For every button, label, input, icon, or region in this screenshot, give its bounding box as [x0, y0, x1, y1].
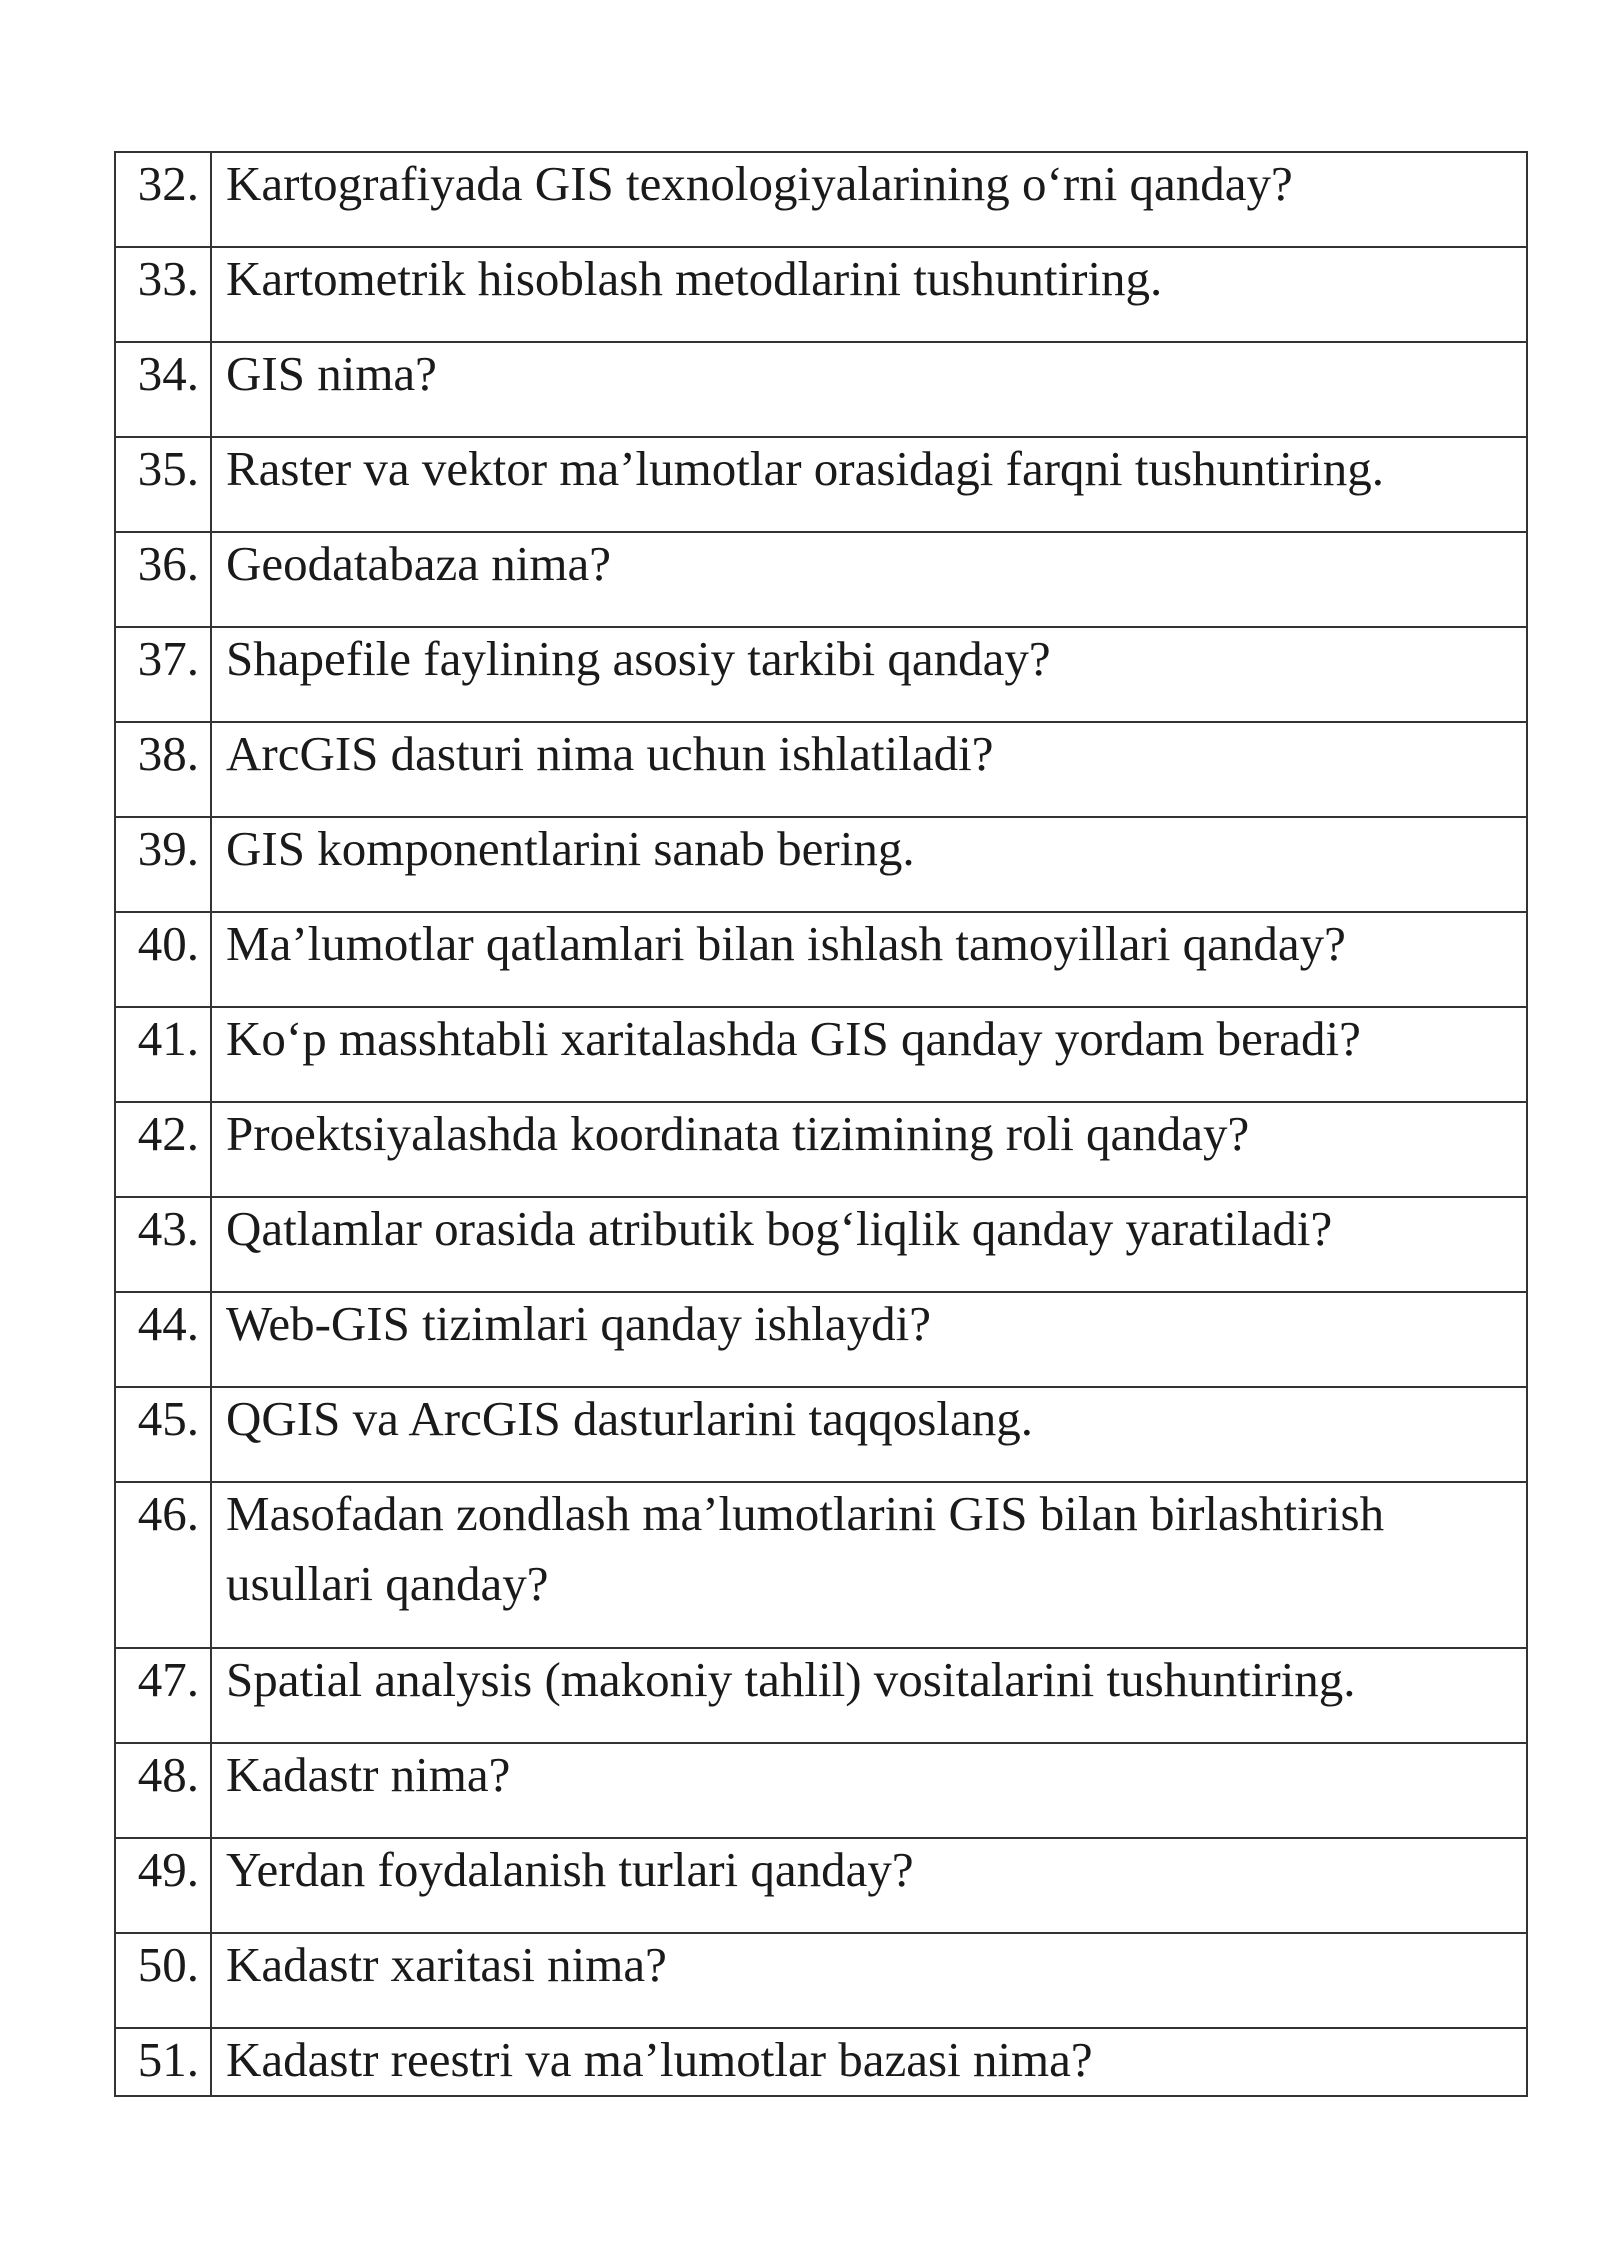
question-number: 51.: [115, 2028, 211, 2096]
question-number: 46.: [115, 1482, 211, 1648]
table-row: [115, 627, 1527, 722]
question-text: Kartometrik hisoblash metodlarini tushuntiring.: [211, 247, 1527, 342]
table-row: [115, 722, 1527, 817]
question-number: 33.: [115, 247, 211, 342]
table-row: [115, 1933, 1527, 2028]
question-number: 44.: [115, 1292, 211, 1387]
question-number: 35.: [115, 437, 211, 532]
question-text: Kadastr reestri va ma’lumotlar bazasi nima?: [211, 2028, 1527, 2096]
question-number: 36.: [115, 532, 211, 627]
table-row: [115, 532, 1527, 627]
question-text: Ma’lumotlar qatlamlari bilan ishlash tamoyillari qanday?: [211, 912, 1527, 1007]
question-number: 34.: [115, 342, 211, 437]
question-text: Spatial analysis (makoniy tahlil) vositalarini tushuntiring.: [211, 1648, 1527, 1743]
question-number: 45.: [115, 1387, 211, 1482]
table-row: [115, 247, 1527, 342]
table-row: [115, 1648, 1527, 1743]
question-text: GIS komponentlarini sanab bering.: [211, 817, 1527, 912]
question-text: Ko‘p masshtabli xaritalashda GIS qanday yordam beradi?: [211, 1007, 1527, 1102]
question-text: Qatlamlar orasida atributik bog‘liqlik qanday yaratiladi?: [211, 1197, 1527, 1292]
table-row: [115, 437, 1527, 532]
table-row: [115, 342, 1527, 437]
question-number: 49.: [115, 1838, 211, 1933]
question-text: Kadastr nima?: [211, 1743, 1527, 1838]
question-text: Proektsiyalashda koordinata tizimining roli qanday?: [211, 1102, 1527, 1197]
table-row: [115, 1838, 1527, 1933]
question-number: 43.: [115, 1197, 211, 1292]
question-number: 50.: [115, 1933, 211, 2028]
table-row: [115, 1102, 1527, 1197]
question-number: 41.: [115, 1007, 211, 1102]
table-row: [115, 152, 1527, 247]
question-number: 48.: [115, 1743, 211, 1838]
question-text: Masofadan zondlash ma’lumotlarini GIS bilan birlashtirish usullari qanday?: [211, 1482, 1527, 1648]
question-text: Shapefile faylining asosiy tarkibi qanday?: [211, 627, 1527, 722]
question-text: Raster va vektor ma’lumotlar orasidagi farqni tushuntiring.: [211, 437, 1527, 532]
table-row: [115, 1387, 1527, 1482]
question-number: 40.: [115, 912, 211, 1007]
table-row: [115, 1007, 1527, 1102]
question-number: 47.: [115, 1648, 211, 1743]
question-text: QGIS va ArcGIS dasturlarini taqqoslang.: [211, 1387, 1527, 1482]
question-text: ArcGIS dasturi nima uchun ishlatiladi?: [211, 722, 1527, 817]
question-text: Geodatabaza nima?: [211, 532, 1527, 627]
question-text: Kartografiyada GIS texnologiyalarining o‘rni qanday?: [211, 152, 1527, 247]
question-text: Kadastr xaritasi nima?: [211, 1933, 1527, 2028]
question-number: 39.: [115, 817, 211, 912]
table-row: [115, 817, 1527, 912]
question-number: 38.: [115, 722, 211, 817]
question-text: Web-GIS tizimlari qanday ishlaydi?: [211, 1292, 1527, 1387]
table-row: [115, 2028, 1527, 2096]
table-row: [115, 912, 1527, 1007]
question-text: Yerdan foydalanish turlari qanday?: [211, 1838, 1527, 1933]
table-row: [115, 1743, 1527, 1838]
table-row: [115, 1292, 1527, 1387]
table-row: [115, 1197, 1527, 1292]
question-number: 37.: [115, 627, 211, 722]
questions-table: [114, 151, 1528, 2097]
table-row: [115, 1482, 1527, 1648]
question-number: 42.: [115, 1102, 211, 1197]
question-text: GIS nima?: [211, 342, 1527, 437]
question-number: 32.: [115, 152, 211, 247]
